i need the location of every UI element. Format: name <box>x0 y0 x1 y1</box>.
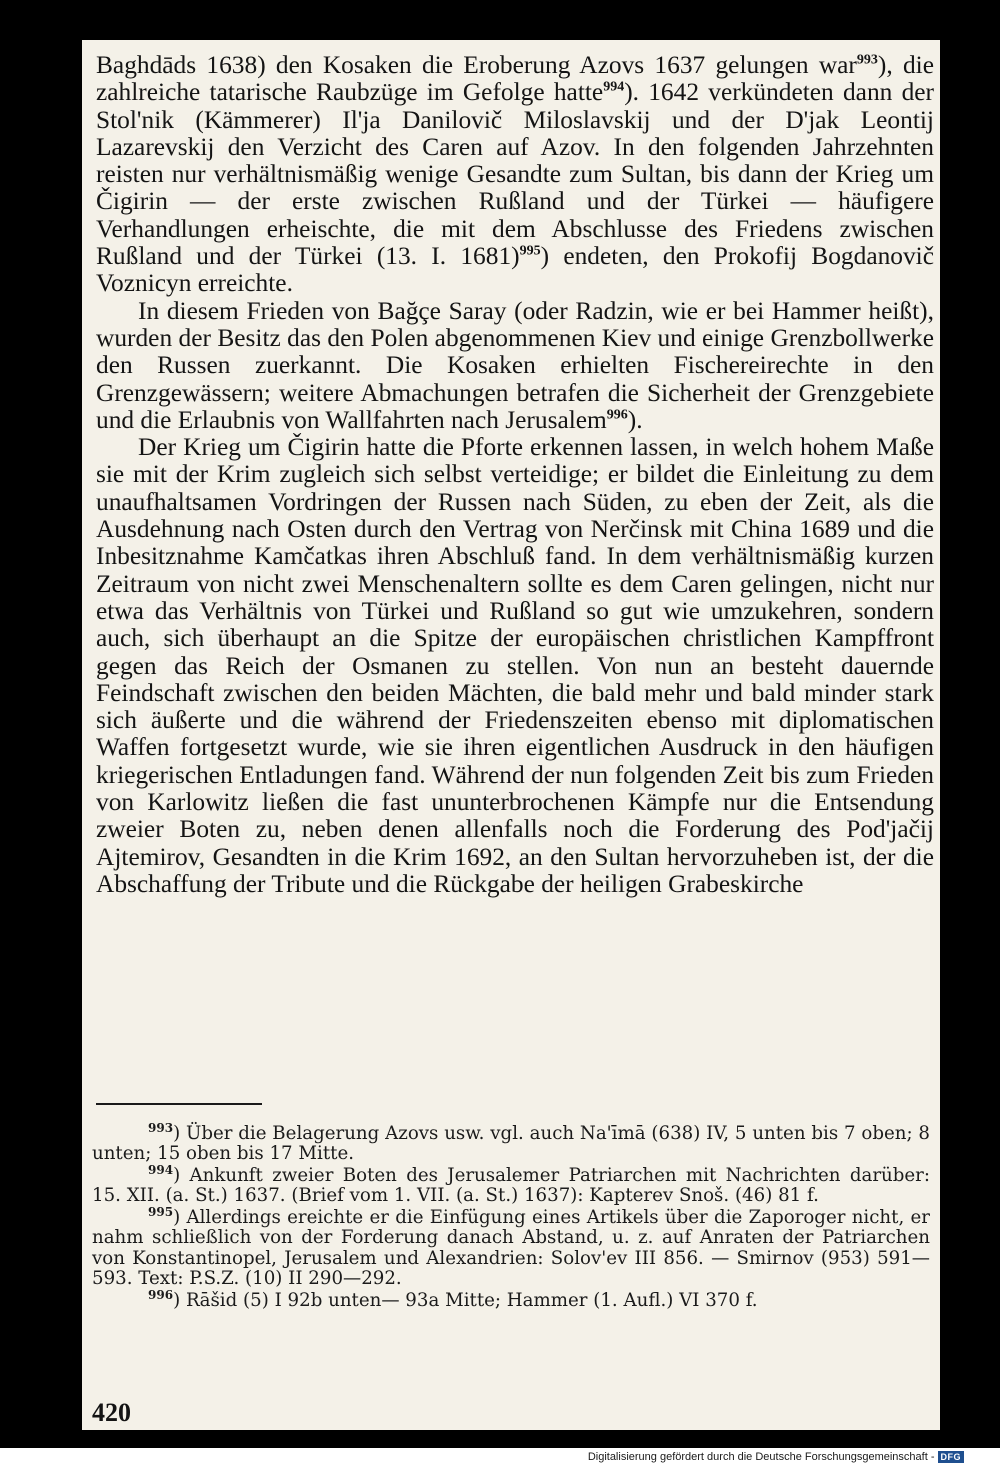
footnote-mark: 993 <box>148 1120 174 1135</box>
footnote <box>92 1205 930 1289</box>
paragraph <box>96 434 934 898</box>
paragraph-text: ), die zahlreiche tatarische Raubzüge im Gefolge hatte <box>96 51 934 107</box>
paragraph <box>96 52 934 298</box>
paragraph-text: ). <box>627 405 643 434</box>
paragraph <box>96 298 934 434</box>
footnote-reference: 994 <box>603 79 625 95</box>
dfg-logo-icon: DFG <box>938 1451 965 1463</box>
footnote <box>92 1120 930 1165</box>
footnote-reference: 996 <box>606 407 628 423</box>
footnotes <box>92 1120 930 1313</box>
footnote-text: ) Allerdings ereichte er die Einfügung eines Artikels über die Zaporoger nicht, er nahm schließlich von der Forderung danach Abstand, u. z. auf Anraten der Patriarchen von Konstantinopel, Jerusalem und Alexandrien: Solov'ev III 856. — Smirnov (953) 591—593. Text: P.S.Z. (10) II 290—292. <box>92 1207 930 1289</box>
paragraph-text: In diesem Frieden von Bağçe Saray (oder Radzin, wie er bei Hammer heißt), wurden der Besitz das den Polen abgenommenen Kiev und einige Grenzbollwerke den Russen zuerkannt. Die Kosaken erhielten Fischereirechte in den Grenzgewässern; weitere Abmachungen betrafen die Sicherheit der Grenzgebiete und die Erlaubnis von Wallfahrten nach Jerusalem <box>96 296 934 434</box>
footnote-text: ) Rāšid (5) I 92b unten— 93a Mitte; Hammer (1. Aufl.) VI 370 f. <box>173 1289 758 1311</box>
paragraph-text: ) endeten, den Prokofij Bogdanovič Voznicyn erreichte. <box>96 242 934 298</box>
main-text <box>96 52 934 898</box>
paragraph-text: Der Krieg um Čigirin hatte die Pforte erkennen lassen, in welch hohem Maße sie mit der Krim zugleich sich selbst verteidige; er bildet die Einleitung zu dem unaufhaltsamen Vordringen der Russen nach Süden, zu eben der Zeit, als die Ausdehnung nach Osten durch den Vertrag von Nerčinsk mit China 1689 und die Inbesitznahme Kamčatkas ihren Abschluß fand. In dem verhältnismäßig kurzen Zeitraum von nicht zwei Menschenaltern sollte es dem Caren gelingen, nicht nur etwa das Verhältnis von Türkei und Rußland so gut wie umzukehren, sondern auch, sich überhaupt an die Spitze der europäischen christlichen Kampffront gegen das Reich der Osmanen zu stellen. Von nun an besteht dauernde Feindschaft zwischen den beiden Mächten, die bald mehr und bald minder stark sich äußerte und die während der Friedenszeiten ebenso mit diplomatischen Waffen fortgesetzt wurde, wie sie ihren eigentlichen Ausdruck in den häufigen kriegerischen Entladungen fand. Während der nun folgenden Zeit bis zum Frieden von Karlowitz ließen die fast ununterbrochenen Kämpfe nur die Entsendung zweier Boten zu, neben denen allenfalls noch die Forderung des Pod'jačij Ajtemirov, Gesandten in die Krim 1692, an den Sultan hervorzuheben ist, der die Abschaffung der Tribute und die Rückgabe der heiligen Grabeskirche <box>96 433 934 898</box>
footnote-mark: 994 <box>148 1163 174 1178</box>
credit-text: Digitalisierung gefördert durch die Deutsche Forschungsgemeinschaft - <box>587 1451 935 1463</box>
paragraph-text: ). 1642 verkündeten dann der Stol'nik (Kämmerer) Il'ja Danilovič Miloslavskij und der D'jak Leontij Lazarevskij den Verzicht des Caren auf Azov. In den folgenden Jahrzehnten reisten nur verhältnismäßig wenige Gesandte zum Sultan, bis dann der Krieg um Čigirin — der erste zwischen Rußland und der Türkei — häufigere Verhandlungen erheischte, die mit dem Abschlusse des Friedens zwischen Rußland und der Türkei (13. I. 1681) <box>96 78 934 271</box>
digitization-credit <box>588 1451 964 1463</box>
footnote-text: ) Ankunft zweier Boten des Jerusalemer Patriarchen mit Nachrichten darüber: 15. XII. (a. St.) 1637. (Brief vom 1. VII. (a. St.) 1637): Kapterev Snoš. (46) 81 f. <box>92 1165 930 1207</box>
footnote-separator <box>96 1103 262 1105</box>
footnote-text: ) Über die Belagerung Azovs usw. vgl. auch Na'īmā (638) IV, 5 unten bis 7 oben; 8 unten; 15 oben bis 17 Mitte. <box>92 1123 930 1165</box>
footnote <box>92 1163 930 1207</box>
footnote-reference: 993 <box>856 52 878 68</box>
footnote-mark: 995 <box>148 1205 174 1220</box>
page-number: 420 <box>92 1398 131 1427</box>
footnote-reference: 995 <box>519 243 541 259</box>
footnote <box>92 1287 930 1311</box>
footnote-mark: 996 <box>148 1287 174 1302</box>
paragraph-text: Baghdāds 1638) den Kosaken die Eroberung Azovs 1637 gelungen war <box>96 51 857 79</box>
